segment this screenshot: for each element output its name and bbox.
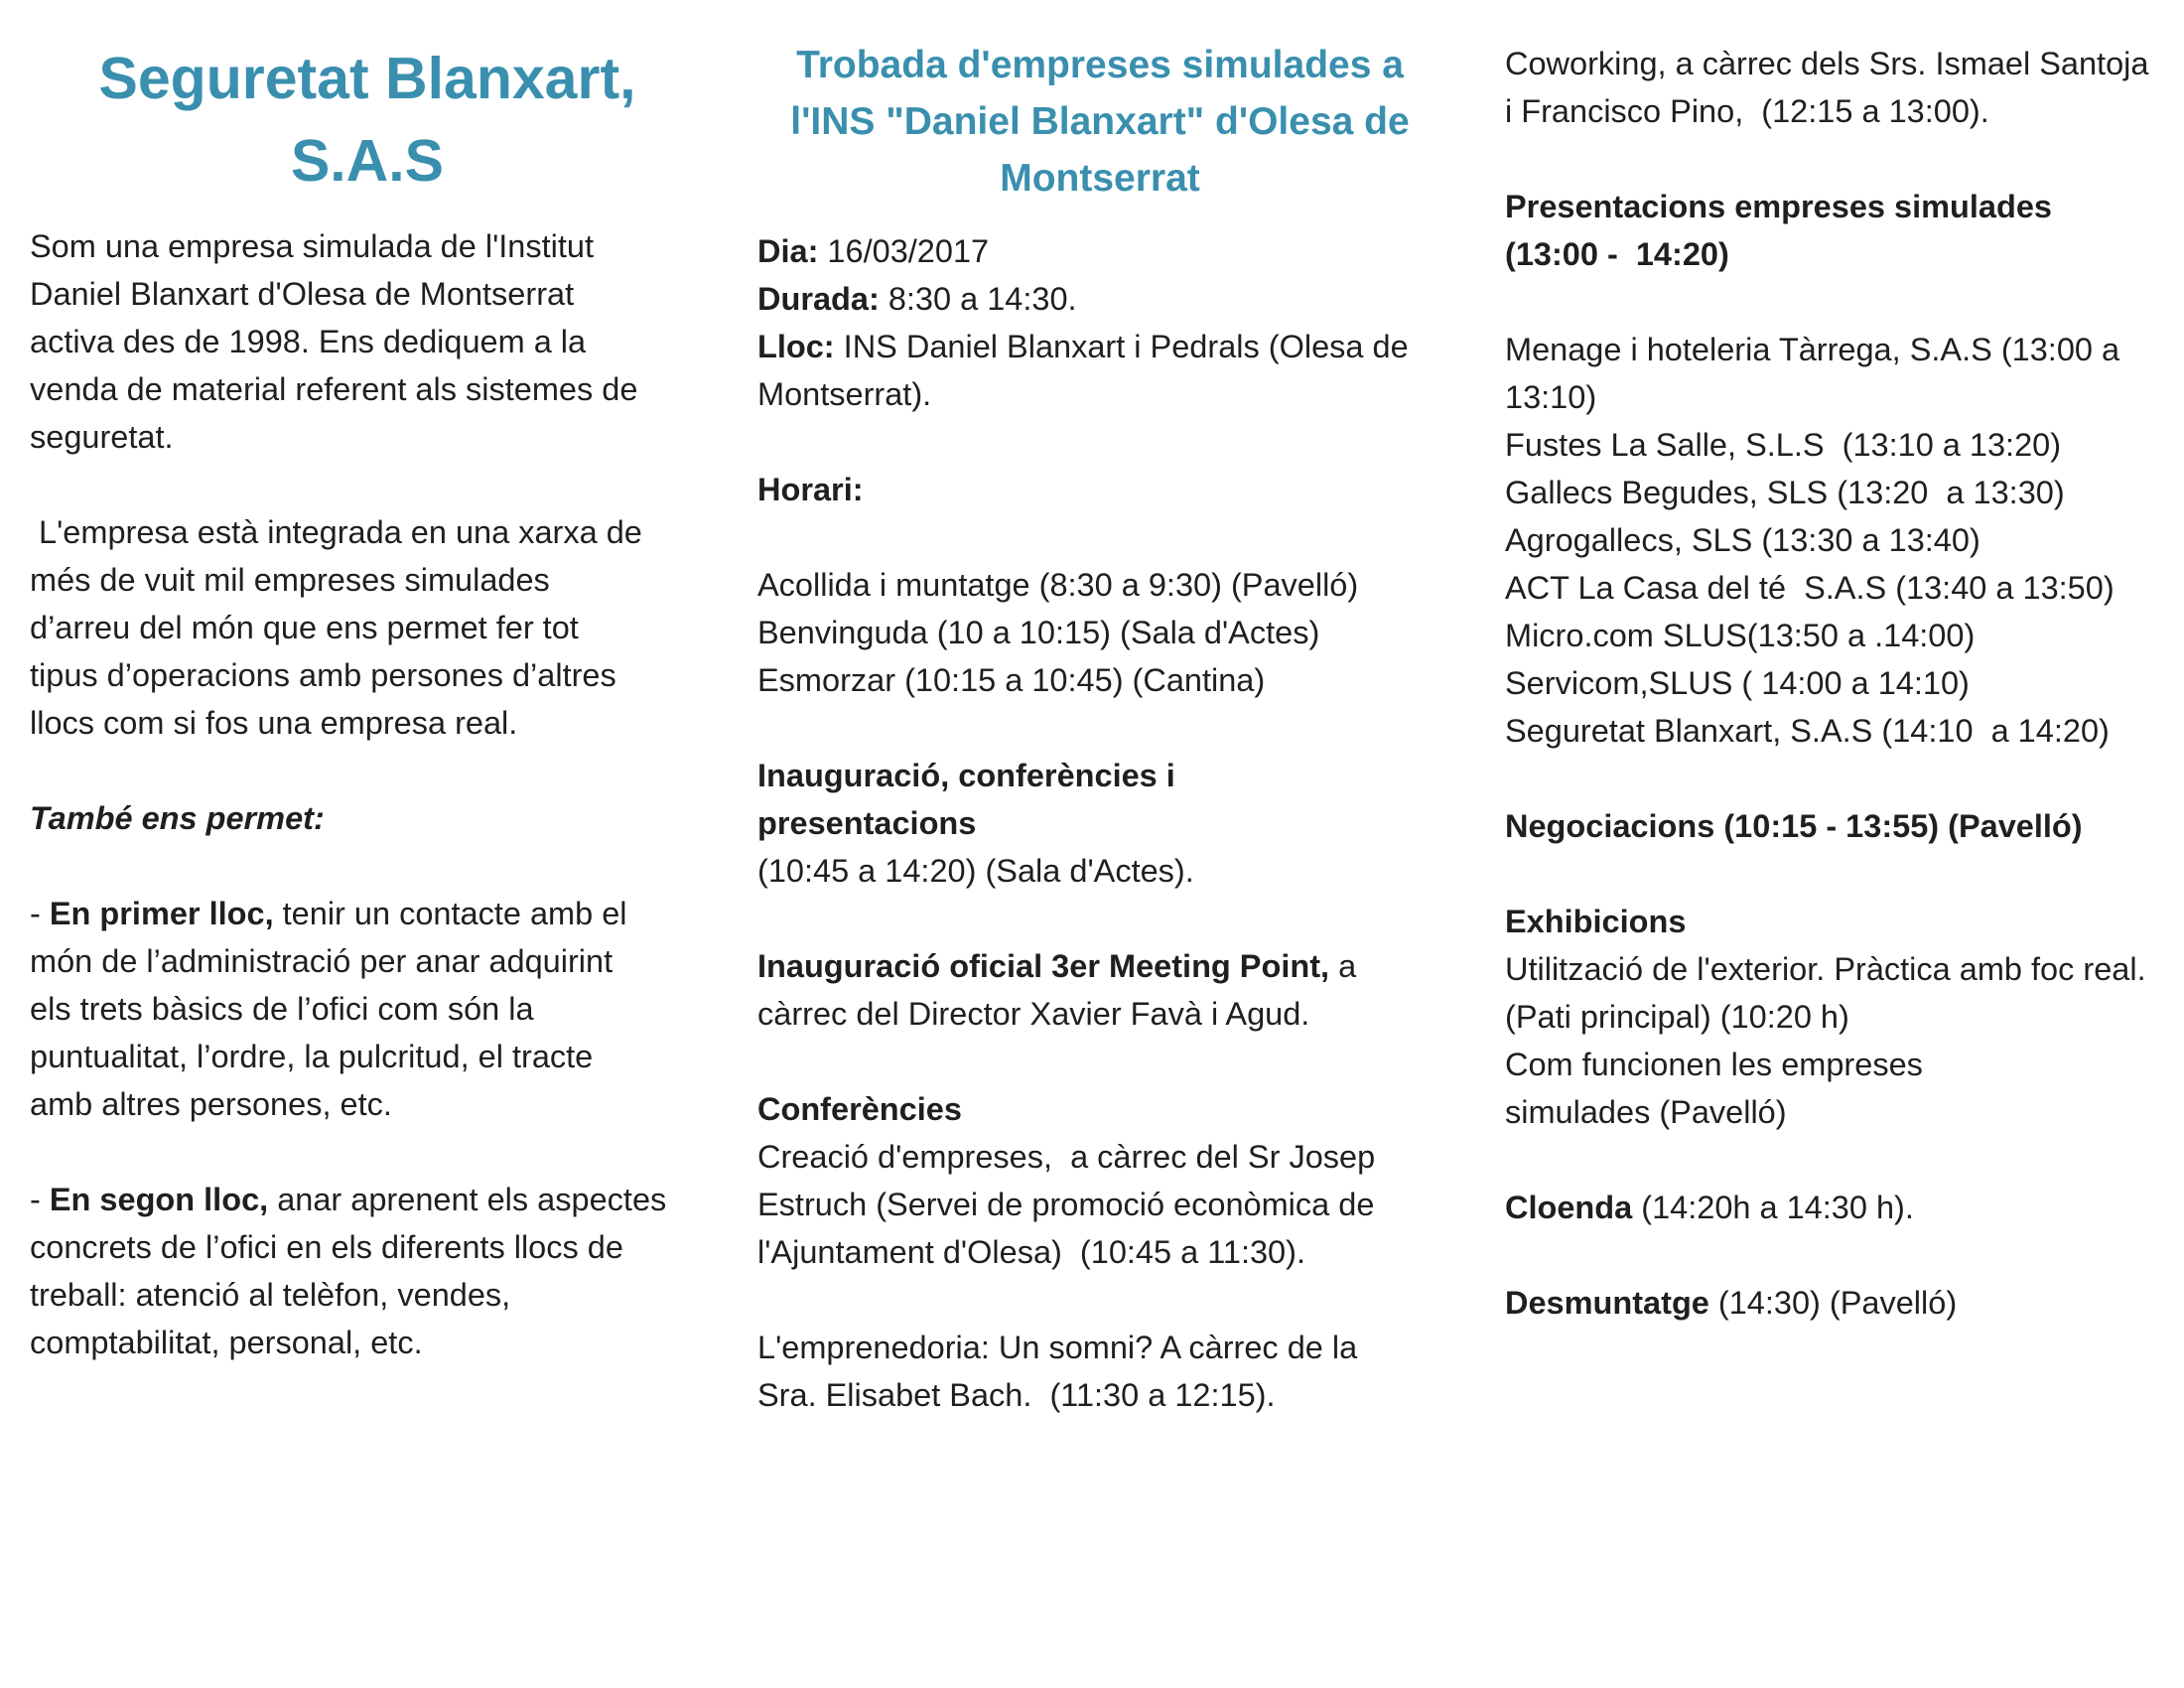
event-date: Dia: 16/03/2017 — [757, 233, 990, 269]
coworking-line: i Francisco Pino, (12:15 a 13:00). — [1505, 93, 1989, 129]
presentations-time: (13:00 - 14:20) — [1505, 236, 1729, 272]
text-line: comptabilitat, personal, etc. — [30, 1325, 423, 1360]
text-line: amb altres persones, etc. — [30, 1086, 392, 1122]
list-item: Micro.com SLUS(13:50 a .14:00) — [1505, 618, 1976, 653]
list-item: Menage i hoteleria Tàrrega, S.A.S (13:00 a — [1505, 332, 2120, 367]
event-title-line: Trobada d'empreses simulades a — [796, 44, 1404, 86]
text-line: Som una empresa simulada de l'Institut — [30, 228, 595, 264]
dismantling-line: Desmuntatge (14:30) (Pavelló) — [1505, 1285, 1958, 1321]
official-opening: Inauguració oficial 3er Meeting Point, a — [757, 948, 1357, 984]
negotiations-line: Negociacions (10:15 - 13:55) (Pavelló) — [1505, 808, 2083, 844]
network-paragraph — [30, 508, 705, 747]
list-item: 13:10) — [1505, 379, 1597, 415]
list-item: Servicom,SLUS ( 14:00 a 14:10) — [1505, 665, 1970, 701]
schedule-item: Esmorzar (10:15 a 10:45) (Cantina) — [757, 662, 1266, 698]
text-line: treball: atenció al telèfon, vendes, — [30, 1277, 511, 1313]
schedule-item: Acollida i muntatge (8:30 a 9:30) (Pavelló) — [757, 567, 1359, 603]
conference-line: L'emprenedoria: Un somni? A càrrec de la — [757, 1330, 1358, 1365]
list-item: ACT La Casa del té S.A.S (13:40 a 13:50) — [1505, 570, 2115, 606]
event-location-cont: Montserrat). — [757, 376, 932, 412]
list-item: Fustes La Salle, S.L.S (13:10 a 13:20) — [1505, 427, 2062, 463]
coworking-line: Coworking, a càrrec dels Srs. Ismael Santoja — [1505, 46, 2149, 81]
company-title — [30, 38, 705, 203]
text-line: d’arreu del món que ens permet fer tot — [30, 610, 579, 645]
inauguration-heading: Inauguració, conferències i — [757, 758, 1175, 793]
event-title-line: Montserrat — [1000, 157, 1200, 200]
text-line: tipus d’operacions amb persones d’altres — [30, 657, 616, 693]
company-title-line1: Seguretat Blanxart, — [98, 46, 636, 111]
presentations-heading: Presentacions empreses simulades — [1505, 189, 2052, 224]
schedule-list — [757, 561, 1442, 704]
event-location: Lloc: INS Daniel Blanxart i Pedrals (Olesa de — [757, 329, 1409, 364]
company-list — [1505, 326, 2184, 755]
exhibition-line: Utilització de l'exterior. Pràctica amb foc real. — [1505, 951, 2146, 987]
closing-line: Cloenda (14:20h a 14:30 h). — [1505, 1190, 1914, 1225]
conferences-heading: Conferències — [757, 1091, 962, 1127]
column-program — [1505, 40, 2184, 1327]
text-line: llocs com si fos una empresa real. — [30, 705, 518, 741]
text-line: activa des de 1998. Ens dediquem a la — [30, 324, 587, 359]
list-item: Seguretat Blanxart, S.A.S (14:10 a 14:20) — [1505, 713, 2110, 749]
inauguration-heading: presentacions — [757, 805, 977, 841]
schedule-item: Benvinguda (10 a 10:15) (Sala d'Actes) — [757, 615, 1320, 650]
text-line: - En segon lloc, anar aprenent els aspectes — [30, 1182, 667, 1217]
second-point — [30, 1176, 705, 1366]
exhibitions-heading: Exhibicions — [1505, 904, 1687, 939]
text-line: puntualitat, l’ordre, la pulcritud, el tracte — [30, 1039, 594, 1074]
event-title — [757, 37, 1442, 207]
official-opening-cont: càrrec del Director Xavier Favà i Agud. — [757, 996, 1310, 1032]
text-line: seguretat. — [30, 419, 174, 455]
column-company — [30, 0, 705, 1366]
text-line: L'empresa està integrada en una xarxa de — [30, 514, 642, 550]
text-line: concrets de l’ofici en els diferents llocs de — [30, 1229, 623, 1265]
company-title-line2: S.A.S — [290, 128, 445, 194]
list-item: Agrogallecs, SLS (13:30 a 13:40) — [1505, 522, 1980, 558]
event-title-line: l'INS "Daniel Blanxart" d'Olesa de — [790, 100, 1410, 143]
first-point — [30, 890, 705, 1128]
text-line: Daniel Blanxart d'Olesa de Montserrat — [30, 276, 575, 312]
conference-line: Sra. Elisabet Bach. (11:30 a 12:15). — [757, 1377, 1276, 1413]
text-line: més de vuit mil empreses simulades — [30, 562, 550, 598]
list-item: Gallecs Begudes, SLS (13:20 a 13:30) — [1505, 475, 2065, 510]
text-line: - En primer lloc, tenir un contacte amb el — [30, 896, 627, 931]
column-event — [757, 0, 1442, 1419]
intro-paragraph — [30, 222, 705, 461]
text-line: món de l’administració per anar adquirint — [30, 943, 614, 979]
conference-line: Creació d'empreses, a càrrec del Sr Josep — [757, 1139, 1376, 1175]
schedule-heading: Horari: — [757, 472, 864, 507]
text-line: venda de material referent als sistemes de — [30, 371, 638, 407]
event-duration: Durada: 8:30 a 14:30. — [757, 281, 1077, 317]
text-line: els trets bàsics de l’ofici com són la — [30, 991, 534, 1027]
conference-line: l'Ajuntament d'Olesa) (10:45 a 11:30). — [757, 1234, 1305, 1270]
inauguration-time: (10:45 a 14:20) (Sala d'Actes). — [757, 853, 1194, 889]
exhibition-line: (Pati principal) (10:20 h) — [1505, 999, 1849, 1035]
conference-line: Estruch (Servei de promoció econòmica de — [757, 1187, 1375, 1222]
also-heading: També ens permet: — [30, 800, 325, 836]
exhibition-line: simulades (Pavelló) — [1505, 1094, 1787, 1130]
exhibition-line: Com funcionen les empreses — [1505, 1047, 1923, 1082]
